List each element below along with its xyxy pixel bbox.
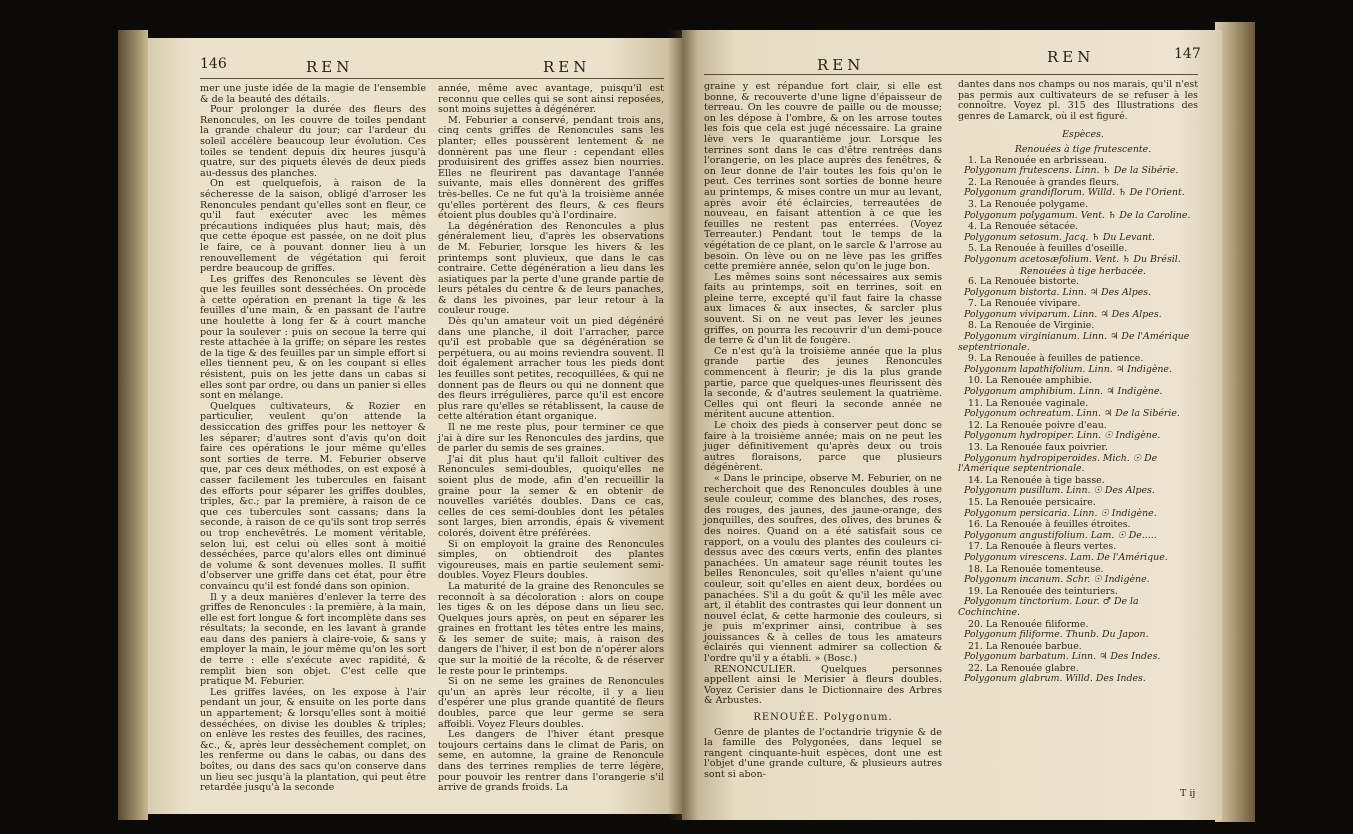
running-header-left-2: REN bbox=[543, 58, 591, 76]
paragraph: Dès qu'un amateur voit un pied dégénéré dans une planche, il doit l'arracher, parce qu'il est probable que sa dégénération se perpétuera, ou au moins reviendra souvent. Il doit également arracher tous les pieds dont les feuilles sont petites, recoquillées, & qui ne donnent pas de fleurs ou qui ne donnent que des fleurs irrégulières, parce qu'il est encore plus rare qu'elles se rétablissent, la cause de cette altération étant organique. bbox=[438, 316, 664, 423]
paragraph: Les griffes lavées, on les expose à l'air pendant un jour, & ensuite on les porte dans un appartement; & lorsqu'elles sont à moitié desséchées, on divise les doubles & triples; on enlève les restes des feuilles, des racines, &c., &, après leur dessèchement complet, on les renferme ou dans le cabas, ou dans des boîtes, ou dans des sacs qu'on conserve dans un lieu sec jusqu'à la plantation, qui peut être retardée jusqu'à la seconde bbox=[200, 686, 426, 794]
paragraph: On est quelquefois, à raison de la sécheresse de la saison, obligé d'arroser les Renoncules pendant qu'elles sont en fleur, ce qu'il faut exécuter avec les mêmes précautions indiquées plus haut; mais, dès que cette époque est passée, on ne doit plus le faire, ce à pouvant donner lieu à un renouvellement de végétation qui feroit perdre beaucoup de griffes. bbox=[200, 178, 426, 275]
species-name: 12. La Renouée poivre d'eau. bbox=[968, 419, 1107, 431]
species-latin: Polygonum virginianum. Linn. ♃ De l'Amérique septentrionale. bbox=[958, 331, 1190, 353]
paragraph: mer une juste idée de la magie de l'ensemble & de la beauté des détails. bbox=[200, 83, 426, 105]
species-name: 16. La Renouée à feuilles étroites. bbox=[968, 519, 1131, 531]
species-latin: Polygonum frutescens. Linn. ♄ De la Sibérie. bbox=[964, 165, 1179, 177]
paragraph: La maturité de la graine des Renoncules se reconnoît à sa décoloration : alors on coupe les tiges & on les dépose dans un lieu sec. Quelques jours après, on peut en séparer les graines en frottant les têtes entre les mains, & les semer de suite; mais, à raison des dangers de l'hiver, il est bon de n'opérer alors que sur la moitié de la récolte, & de réserver le reste pour le printemps. bbox=[438, 580, 664, 677]
paragraph: Les griffes des Renoncules se lèvent dès que les feuilles sont desséchées. On procède à cette opération en prenant la tige & les feuilles d'une main, & en passant de l'autre une houlette à long fer & à court manche pour la soulever : puis on secoue la terre qui reste attachée à la griffe; on sépare les restes de la tige & des feuilles par un simple effort si elles tiennent peu, & on les coupant si elles résistent, puis on les jette dans un cabas si elles sont par ordre, ou dans un panier si elles sont en mélange. bbox=[200, 273, 426, 402]
species-name: 7. La Renouée vivipare. bbox=[968, 298, 1081, 310]
species-latin: Polygonum bistorta. Linn. ♃ Des Alpes. bbox=[964, 286, 1152, 298]
species-latin: Polygonum angustifolium. Lam. ☉ De..... bbox=[964, 529, 1157, 541]
page-number-left: 146 bbox=[200, 56, 227, 72]
species-latin: Polygonum hydropiperoides. Mich. ☉ De l'Amérique septentrionale. bbox=[958, 452, 1158, 475]
species-latin: Polygonum pusillum. Linn. ☉ Des Alpes. bbox=[964, 485, 1155, 497]
species-latin: Polygonum setosum. Jacq. ♄ Du Levant. bbox=[964, 231, 1155, 243]
paragraph: M. Feburier a conservé, pendant trois ans, cinq cents griffes de Renoncules sans les planter; elles poussèrent lentement & ne donnèrent pas une fleur : cependant elles produisirent des griffes assez bien nourries. Elles ne fleurirent pas davantage l'année suivante, mais elles donnèrent des griffes très-belles. Ce ne fut qu'à la troisième année qu'elles portèrent des fleurs, & ces fleurs étoient plus doubles qu'à l'ordinaire. bbox=[438, 114, 664, 222]
species-name: 5. La Renouée à feuilles d'oseille. bbox=[968, 243, 1128, 255]
paragraph: RENONCULIER. Quelques personnes appellent ainsi le Merisier à fleurs doubles. Voyez Cerisier dans le Dictionnaire des Arbres & Arbustes. bbox=[704, 663, 942, 707]
paragraph: J'ai dit plus haut qu'il falloit cultiver des Renoncules semi-doubles, quoiqu'elles ne soient plus de mode, afin d'en recueillir la graine pour la semer & en obtenir de nouvelles variétés doubles. Dans ce cas, celles de ces semi-doubles dont les pétales sont larges, bien arrondis, épais & vivement colorés, doivent être préférées. bbox=[438, 453, 664, 539]
page-number-right: 147 bbox=[1174, 46, 1201, 62]
species-latin: Polygonum tinctorium. Lour. ♂ De la Cochinchine. bbox=[958, 596, 1139, 618]
paragraph: dantes dans nos champs ou nos marais, qu'il n'est pas permis aux cultivateurs de se refuser à les connoître. Voyez pl. 315 des Illustrations des genres de Lamarck, où il est figuré. bbox=[958, 79, 1198, 122]
paragraph: Les dangers de l'hiver étant presque toujours certains dans le climat de Paris, on seme, en automne, la graine de Renoncule dans des terrines remplies de terre légère, pour pouvoir les rentrer dans l'orangerie s'il arrive de grands froids. La bbox=[438, 729, 664, 794]
species-latin: Polygonum glabrum. Willd. Des Indes. bbox=[964, 673, 1146, 685]
species-name: 15. La Renouée persicaire. bbox=[968, 496, 1096, 508]
species-name: 14. La Renouée à tige basse. bbox=[968, 474, 1105, 486]
species-name: 3. La Renouée polygame. bbox=[968, 198, 1089, 210]
species-name: 2. La Renouée à grandes fleurs. bbox=[968, 176, 1120, 188]
paragraph: Le choix des pieds à conserver peut donc se faire à la troisième année; mais on ne peut les juger définitivement qu'après deux ou trois autres floraisons, parce que plusieurs dégénèrent. bbox=[704, 420, 942, 474]
right-column-2 bbox=[958, 80, 1198, 686]
species-latin: Polygonum persicaria. Linn. ☉ Indigène. bbox=[964, 507, 1157, 519]
paragraph: Si on employoit la graine des Renoncules simples, on obtiendroit des plantes vigoureuses, mais en partie seulement semi-doubles. Voyez Fleurs doubles. bbox=[438, 538, 664, 582]
species-name: 17. La Renouée à fleurs vertes. bbox=[968, 541, 1117, 553]
species-latin: Polygonum virescens. Lam. De l'Amérique. bbox=[964, 551, 1168, 563]
running-header-left-1: REN bbox=[306, 58, 354, 76]
species-latin: Polygonum ochreatum. Linn. ♃ De la Sibérie. bbox=[964, 408, 1180, 420]
right-column-1 bbox=[704, 82, 942, 781]
paragraph: Ce n'est qu'à la troisième année que la plus grande partie des jeunes Renoncules commencent à fleurir; je dis la plus grande partie, parce que quelques-unes fleurissent dès la seconde, & d'autres seulement la quatrième. Celles qui ont fleuri la seconde année ne méritent aucune attention. bbox=[704, 345, 942, 421]
species-latin: Polygonum viviparum. Linn. ♃ Des Alpes. bbox=[964, 308, 1162, 320]
species-name: 13. La Renouée faux poivrier. bbox=[968, 442, 1108, 453]
paragraph: année, même avec avantage, puisqu'il est reconnu que celles qui se sont ainsi reposées, sont moins sujettes à dégénérer. bbox=[438, 83, 664, 116]
species-latin: Polygonum polygamum. Vent. ♄ De la Caroline. bbox=[964, 209, 1191, 221]
species-name: 4. La Renouée sétacée. bbox=[968, 221, 1079, 233]
species-name: 9. La Renouée à feuilles de patience. bbox=[968, 353, 1144, 365]
paragraph: La dégénération des Renoncules a plus généralement lieu, d'après les observations de M. Feburier, lorsque les hivers & les printemps sont pluvieux, que dans le cas contraire. Cette dégénération a lieu dans les asiatiques par la perte d'une grande partie de leurs pétales du centre & de leurs panaches, & dans les pivoines, par leur retour à la couleur rouge. bbox=[438, 220, 664, 317]
species-latin: Polygonum acetosæfolium. Vent. ♄ Du Brésil. bbox=[964, 253, 1181, 265]
species-latin: Polygonum hydropiper. Linn. ☉ Indigène. bbox=[964, 430, 1161, 442]
species-name: 8. La Renouée de Virginie. bbox=[968, 320, 1095, 332]
species-latin: Polygonum amphibium. Linn. ♃ Indigène. bbox=[964, 386, 1163, 398]
left-column-1 bbox=[200, 84, 426, 794]
book-gutter bbox=[668, 30, 698, 820]
right-page bbox=[682, 30, 1222, 820]
running-header-right-2: REN bbox=[1047, 48, 1095, 66]
species-name: 18. La Renouée tomenteuse. bbox=[968, 563, 1104, 575]
species-name: 10. La Renouée amphibie. bbox=[968, 375, 1093, 387]
species-latin: Polygonum barbatum. Linn. ♃ Des Indes. bbox=[964, 651, 1161, 663]
header-rule-left bbox=[200, 78, 664, 79]
paragraph: Les mêmes soins sont nécessaires aux semis faits au printemps, soit en terrines, soit en pleine terre, excepté qu'il faut faire la chasse aux limaces & aux insectes, & sarcler plus souvent. Si on ne veut pas lever les jeunes griffes, on pourra les recouvrir d'un demi-pouce de terre & d'un lit de fougère. bbox=[704, 271, 942, 347]
paragraph: graine y est répandue fort clair, si elle est bonne, & recouverte d'une ligne d'épaisseur de terreau. On les couvre de paille ou de mousse; on les dépose à l'ombre, & on les arrose toutes les fois que cela est jugé nécessaire. La graine lève vers le quarantième jour. Lorsque les terrines sont dans le cas d'être rentrées dans l'orangerie, on les place auprès des fenêtres, & on leur donne de l'air toutes les fois qu'on le peut. Ces terrines sont sorties de bonne heure au printemps, & mises contre un mur au levant, après avoir été éclaircies, terreautées de nouveau, en faisant attention à ce que les feuilles ne restent pas enterrées. (Voyez Terreauter.) Pendant tout le temps de la végétation de ce plant, on le sarcle & l'arrose au besoin. On lève ou on ne lève pas les griffes cette première année, selon qu'on le juge bon. bbox=[704, 81, 942, 273]
species-name: 11. La Renouée vaginale. bbox=[968, 397, 1089, 409]
entry-title: RENOUÉE. Polygonum. bbox=[753, 712, 893, 724]
book-edge-left bbox=[118, 30, 148, 820]
species-name: 21. La Renouée barbue. bbox=[968, 640, 1082, 652]
header-rule-right bbox=[704, 74, 1198, 75]
species-latin: Polygonum incanum. Schr. ☉ Indigène. bbox=[964, 574, 1150, 586]
section-heading-frutescente: Renouées à tige frutescente. bbox=[1014, 143, 1152, 155]
species-name: 19. La Renouée des teinturiers. bbox=[968, 585, 1118, 597]
species-name: 22. La Renouée glabre. bbox=[968, 662, 1079, 674]
signature-mark: T ij bbox=[1180, 788, 1196, 799]
species-name: 20. La Renouée filiforme. bbox=[968, 618, 1089, 630]
paragraph: Il ne me reste plus, pour terminer ce que j'ai à dire sur les Renoncules des jardins, que de parler du semis de ses graines. bbox=[438, 422, 664, 455]
running-header-right-1: REN bbox=[817, 56, 865, 74]
paragraph: Genre de plantes de l'octandrie trigynie & de la famille des Polygonées, dans lequel se rangent cinquante-huit espèces, dont une est l'objet d'une grande culture, & plusieurs autres sont si abon- bbox=[704, 726, 942, 780]
section-heading-especes: Espèces. bbox=[1062, 129, 1104, 141]
species-latin: Polygonum grandiflorum. Willd. ♄ De l'Orient. bbox=[964, 187, 1185, 199]
species-name: 6. La Renouée bistorte. bbox=[968, 276, 1080, 288]
section-heading-herbacee: Renouées à tige herbacée. bbox=[1019, 265, 1147, 277]
paragraph: Il y a deux manières d'enlever la terre des griffes de Renoncules : la première, à la main, elle est fort longue & fort incomplète dans ses résultats; la seconde, en les lavant à grande eau dans des paniers à claire-voie, & sans y employer la main, le jour même qu'on les sort de terre : elle s'exécute avec rapidité, & remplit bien son objet. C'est celle que pratique M. Feburier. bbox=[200, 591, 426, 688]
species-latin: Polygonum lapathifolium. Linn. ♃ Indigène. bbox=[964, 363, 1172, 375]
paragraph: Quelques cultivateurs, & Rozier en particulier, veulent qu'on attende la dessiccation des griffes pour les nettoyer & les séparer; d'autres sont d'avis qu'on doit faire ces opérations le jour même qu'elles sont sorties de terre. M. Feburier observe que, par ces deux méthodes, on est exposé à casser facilement les tubercules en faisant des efforts pour séparer les griffes doubles, triples, &c.; par la première, à raison de ce que ces tubercules sont cassans; dans la seconde, à raison de ce qu'ils sont trop serrés ou trop enchevêtrés. Le moment véritable, selon lui, est celui où elles sont à moitié desséchées, parce qu'alors elles ont diminué de volume & sont devenues molles. Il suffit d'observer une griffe dans cet état, pour être convaincu qu'il est fondé dans son opinion. bbox=[200, 400, 426, 592]
paragraph: « Dans le principe, observe M. Feburier, on ne recherchoit que des Renoncules doubles à une seule couleur, comme des blanches, des roses, des rouges, des jaunes, des jaune-orange, des jonquilles, des soufres, des olives, des brunes & des noires. Quand on a été satisfait sous ce rapport, on a voulu des plantes des couleurs ci-dessus avec des cœurs verts, enfin des plantes panachées. Un amateur sage réunit toutes les belles Renoncules, soit qu'elles n'aient qu'une couleur, soit qu'elles en aient deux, bordées ou panachées. S'il a du goût & qu'il les mêle avec art, il établit des contrastes qui leur donnent un nouvel éclat, & cette harmonie des couleurs, si je puis m'exprimer ainsi, contribue à ses jouissances & à celles de tous les amateurs éclairés qui viennent admirer sa collection & l'ordre qu'il y a établi. » (Bosc.) bbox=[704, 472, 942, 665]
paragraph: Si on ne seme les graines de Renoncules qu'un an après leur récolte, il y a lieu d'espérer une plus grande quantité de fleurs doubles, parce que leur germe se sera affoibli. Voyez Fleurs doubles. bbox=[438, 676, 664, 730]
species-name: 1. La Renouée en arbrisseau. bbox=[968, 154, 1108, 166]
paragraph: Pour prolonger la durée des fleurs des Renoncules, on les couvre de toiles pendant la grande chaleur du jour; car l'ardeur du soleil accélère beaucoup leur évolution. Ces toiles se tendent depuis dix heures jusqu'à quatre, sur des piquets élevés de deux pieds au-dessus des planches. bbox=[200, 104, 426, 179]
left-page bbox=[148, 38, 682, 814]
left-column-2 bbox=[438, 84, 664, 794]
species-latin: Polygonum filiforme. Thunb. Du Japon. bbox=[964, 629, 1149, 641]
